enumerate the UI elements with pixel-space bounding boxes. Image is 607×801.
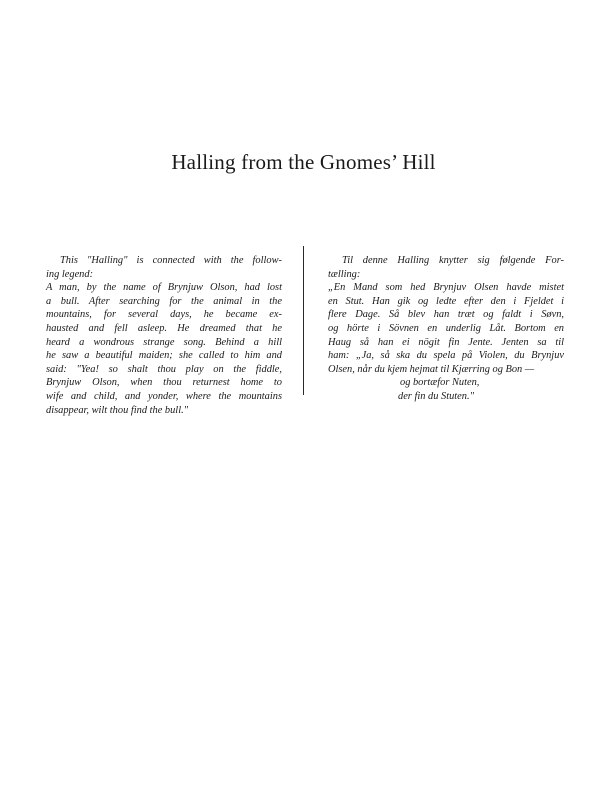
norwegian-verse-line: og bortæfor Nuten, <box>400 377 480 389</box>
english-line: disappear, wilt thou find the bull." <box>46 404 189 416</box>
english-line: a bull. After searching for the animal in the <box>46 295 282 307</box>
norwegian-line: en Stut. Han gik og ledte efter den i Fjeldet i <box>328 295 564 307</box>
english-line: heard a wondrous strange song. Behind a hill <box>46 336 282 348</box>
norwegian-line: og hörte i Sövnen en underlig Låt. Bortom en <box>328 322 564 334</box>
norwegian-line: flere Dage. Så blev han træt og faldt i Søvn, <box>328 309 564 321</box>
english-line: said: "Yea! so shalt thou play on the fiddle, <box>46 363 282 375</box>
norwegian-line: „En Mand som hed Brynjuv Olsen havde mistet <box>328 282 564 294</box>
column-divider <box>303 246 304 395</box>
english-line: This "Halling" is connected with the follow- <box>60 255 282 266</box>
english-column <box>46 254 282 417</box>
norwegian-line: Olsen, når du kjem hejmat til Kjærring og Bon — <box>328 363 535 375</box>
norwegian-column <box>328 254 564 404</box>
page-title: Halling from the Gnomes’ Hill <box>171 150 436 174</box>
norwegian-line: tælling: <box>328 268 361 280</box>
norwegian-line: Til denne Halling knytter sig følgende For- <box>342 255 564 266</box>
english-line: ing legend: <box>46 268 94 280</box>
english-line: he saw a beautiful maiden; she called to him and <box>46 350 282 362</box>
english-line: Brynjuw Olson, when thou returnest home to <box>46 377 282 389</box>
english-line: A man, by the name of Brynjuw Olson, had lost <box>46 282 282 294</box>
norwegian-verse-line: der fin du Stuten." <box>398 390 474 402</box>
english-line: hausted and fell asleep. He dreamed that he <box>46 322 282 334</box>
english-line: wife and child, and yonder, where the mountains <box>46 390 282 402</box>
english-line: mountains, for several days, he became ex- <box>46 309 282 321</box>
norwegian-line: Haug så han ei nögit fin Jente. Jenten sa til <box>328 336 564 348</box>
norwegian-line: ham: „Ja, så ska du spela på Violen, du Brynjuv <box>328 350 564 362</box>
